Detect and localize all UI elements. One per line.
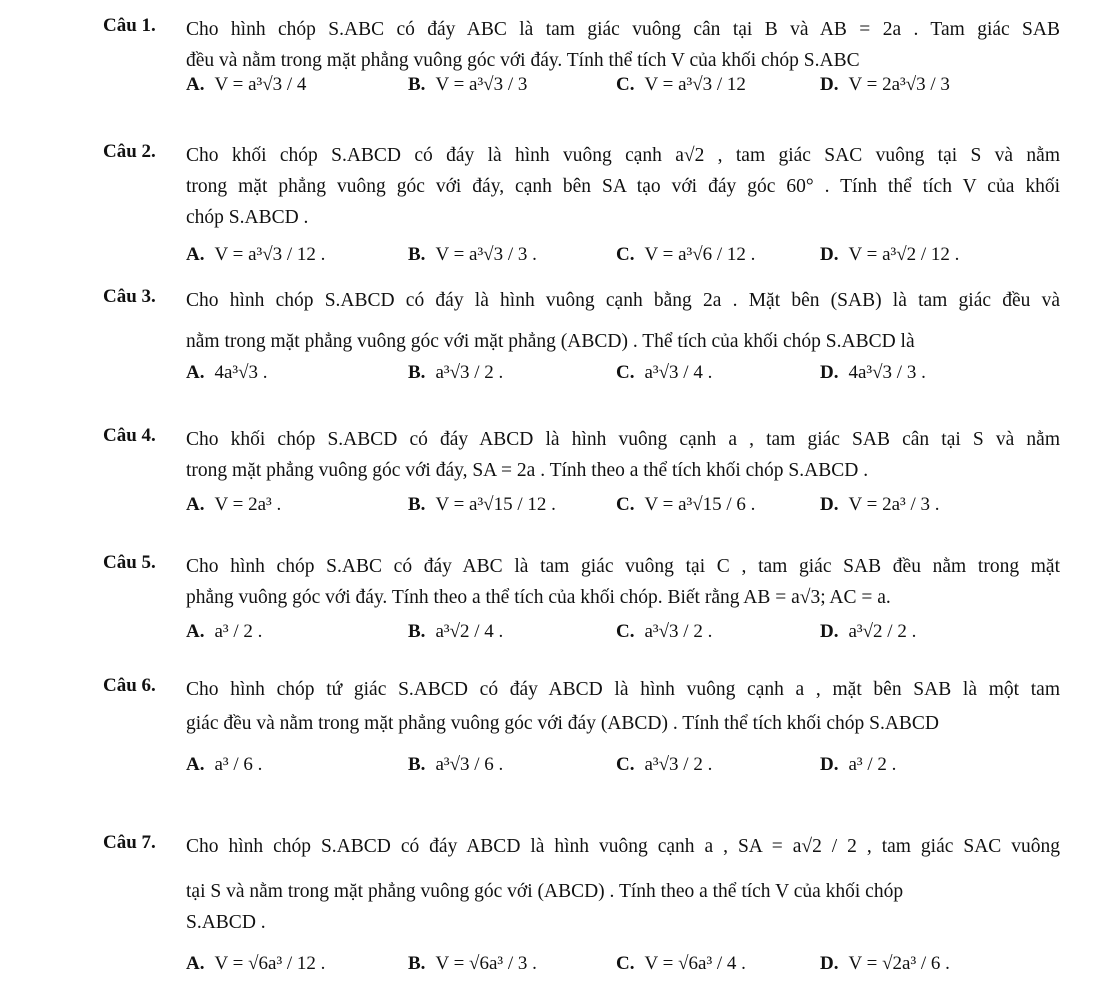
option-d[interactable]: [820, 244, 959, 266]
option-letter: B.: [408, 244, 426, 265]
option-letter: A.: [186, 362, 205, 383]
option-formula: V = √6a³ / 4 .: [644, 953, 746, 974]
option-formula: V = √2a³ / 6 .: [848, 953, 950, 974]
option-d[interactable]: [820, 621, 916, 643]
stem-line: Cho hình chóp S.ABCD có đáy ABCD là hình vuông cạnh a , SA = a√2 / 2 , tam giác SAC vuông: [186, 836, 1060, 857]
option-letter: A.: [186, 244, 205, 265]
option-letter: C.: [616, 953, 635, 974]
stem-line: Cho khối chóp S.ABCD có đáy ABCD là hình vuông cạnh a , tam giác SAB cân tại S và nằm: [186, 429, 1060, 450]
option-letter: B.: [408, 621, 426, 642]
question-label: Câu 6.: [103, 675, 156, 696]
option-letter: A.: [186, 494, 205, 515]
option-letter: C.: [616, 362, 635, 383]
stem-line: Cho hình chóp tứ giác S.ABCD có đáy ABCD là hình vuông cạnh a , mặt bên SAB là một tam: [186, 679, 1060, 700]
option-formula: V = 2a³ .: [214, 494, 282, 515]
option-letter: C.: [616, 754, 635, 775]
option-letter: C.: [616, 621, 635, 642]
option-a[interactable]: [186, 494, 281, 516]
option-formula: V = a³√2 / 12 .: [848, 244, 960, 265]
stem-line: nằm trong mặt phẳng vuông góc với mặt phẳng (ABCD) . Thể tích của khối chóp S.ABCD là: [186, 331, 915, 352]
option-letter: C.: [616, 244, 635, 265]
stem-line: S.ABCD .: [186, 912, 266, 933]
question-stem: [186, 831, 1060, 938]
option-formula: a³√2 / 2 .: [848, 621, 917, 642]
option-d[interactable]: [820, 74, 950, 96]
option-a[interactable]: [186, 621, 262, 643]
option-formula: 4a³√3 / 3 .: [848, 362, 926, 383]
option-a[interactable]: [186, 74, 306, 96]
option-b[interactable]: [408, 754, 503, 776]
option-letter: D.: [820, 621, 839, 642]
question-label: Câu 5.: [103, 552, 156, 573]
option-letter: B.: [408, 74, 426, 95]
question-label: Câu 1.: [103, 15, 156, 36]
option-letter: D.: [820, 244, 839, 265]
option-formula: a³ / 2 .: [214, 621, 263, 642]
option-formula: a³√3 / 2 .: [644, 621, 713, 642]
question-label: Câu 3.: [103, 286, 156, 307]
option-letter: A.: [186, 621, 205, 642]
option-c[interactable]: [616, 362, 712, 384]
option-letter: D.: [820, 754, 839, 775]
option-letter: D.: [820, 74, 839, 95]
option-formula: V = 2a³ / 3 .: [848, 494, 940, 515]
question-label: Câu 4.: [103, 425, 156, 446]
question-label: Câu 7.: [103, 832, 156, 853]
option-letter: D.: [820, 494, 839, 515]
option-b[interactable]: [408, 362, 503, 384]
option-b[interactable]: [408, 621, 503, 643]
option-d[interactable]: [820, 362, 926, 384]
option-a[interactable]: [186, 754, 262, 776]
option-c[interactable]: [616, 244, 755, 266]
option-letter: D.: [820, 953, 839, 974]
stem-line: giác đều và nằm trong mặt phẳng vuông góc với đáy (ABCD) . Tính thể tích khối chóp S.ABCD: [186, 713, 940, 734]
option-c[interactable]: [616, 621, 712, 643]
option-d[interactable]: [820, 754, 896, 776]
option-a[interactable]: [186, 953, 325, 975]
stem-line: Cho hình chóp S.ABC có đáy ABC là tam giác vuông tại C , tam giác SAB đều nằm trong mặt: [186, 556, 1060, 577]
option-c[interactable]: [616, 74, 746, 96]
stem-line: Cho hình chóp S.ABC có đáy ABC là tam giác vuông cân tại B và AB = 2a . Tam giác SAB: [186, 19, 1060, 40]
option-formula: a³ / 2 .: [848, 754, 897, 775]
option-formula: a³√3 / 6 .: [435, 754, 504, 775]
option-letter: A.: [186, 754, 205, 775]
option-formula: V = a³√3 / 4: [214, 74, 307, 95]
option-formula: a³√3 / 4 .: [644, 362, 713, 383]
option-formula: V = a³√3 / 12: [644, 74, 746, 95]
option-formula: V = √6a³ / 12 .: [214, 953, 326, 974]
option-c[interactable]: [616, 754, 712, 776]
option-letter: B.: [408, 494, 426, 515]
option-d[interactable]: [820, 494, 940, 516]
option-letter: B.: [408, 362, 426, 383]
option-letter: A.: [186, 953, 205, 974]
option-letter: D.: [820, 362, 839, 383]
option-formula: V = a³√3 / 3: [435, 74, 528, 95]
option-a[interactable]: [186, 244, 325, 266]
option-formula: V = 2a³√3 / 3: [848, 74, 950, 95]
option-letter: A.: [186, 74, 205, 95]
option-formula: V = a³√3 / 12 .: [214, 244, 326, 265]
option-formula: V = √6a³ / 3 .: [435, 953, 537, 974]
option-formula: 4a³√3 .: [214, 362, 268, 383]
option-letter: C.: [616, 494, 635, 515]
option-formula: V = a³√15 / 6 .: [644, 494, 756, 515]
option-formula: a³ / 6 .: [214, 754, 263, 775]
option-b[interactable]: [408, 74, 527, 96]
option-formula: V = a³√6 / 12 .: [644, 244, 756, 265]
question-stem: [186, 551, 1060, 613]
option-b[interactable]: [408, 494, 556, 516]
stem-line: phẳng vuông góc với đáy. Tính theo a thể tích của khối chóp. Biết rằng AB = a√3; AC = a.: [186, 587, 891, 608]
stem-line: trong mặt phẳng vuông góc với đáy, SA = 2a . Tính theo a thể tích khối chóp S.ABCD .: [186, 460, 869, 481]
option-formula: a³√3 / 2 .: [644, 754, 713, 775]
stem-line: đều và nằm trong mặt phẳng vuông góc với đáy. Tính thể tích V của khối chóp S.ABC: [186, 50, 860, 71]
question-stem: [186, 674, 1060, 739]
option-formula: a³√2 / 4 .: [435, 621, 504, 642]
option-d[interactable]: [820, 953, 950, 975]
stem-line: tại S và nằm trong mặt phẳng vuông góc với (ABCD) . Tính theo a thể tích V của khối chóp: [186, 881, 904, 902]
question-label: Câu 2.: [103, 141, 156, 162]
stem-line: Cho khối chóp S.ABCD có đáy là hình vuông cạnh a√2 , tam giác SAC vuông tại S và nằm: [186, 145, 1060, 166]
question-stem: [186, 424, 1060, 486]
option-b[interactable]: [408, 244, 537, 266]
option-letter: C.: [616, 74, 635, 95]
stem-line: Cho hình chóp S.ABCD có đáy là hình vuông cạnh bằng 2a . Mặt bên (SAB) là tam giác đều và: [186, 290, 1060, 311]
stem-line: trong mặt phẳng vuông góc với đáy, cạnh bên SA tạo với đáy góc 60° . Tính thể tích V của khối: [186, 176, 1060, 197]
option-formula: a³√3 / 2 .: [435, 362, 504, 383]
question-stem: [186, 140, 1060, 233]
question-stem: [186, 285, 1060, 357]
option-letter: B.: [408, 953, 426, 974]
option-c[interactable]: [616, 953, 746, 975]
option-b[interactable]: [408, 953, 537, 975]
stem-line: chóp S.ABCD .: [186, 207, 309, 228]
option-letter: B.: [408, 754, 426, 775]
option-a[interactable]: [186, 362, 268, 384]
option-formula: V = a³√15 / 12 .: [435, 494, 556, 515]
question-stem: [186, 14, 1060, 76]
option-formula: V = a³√3 / 3 .: [435, 244, 537, 265]
option-c[interactable]: [616, 494, 755, 516]
